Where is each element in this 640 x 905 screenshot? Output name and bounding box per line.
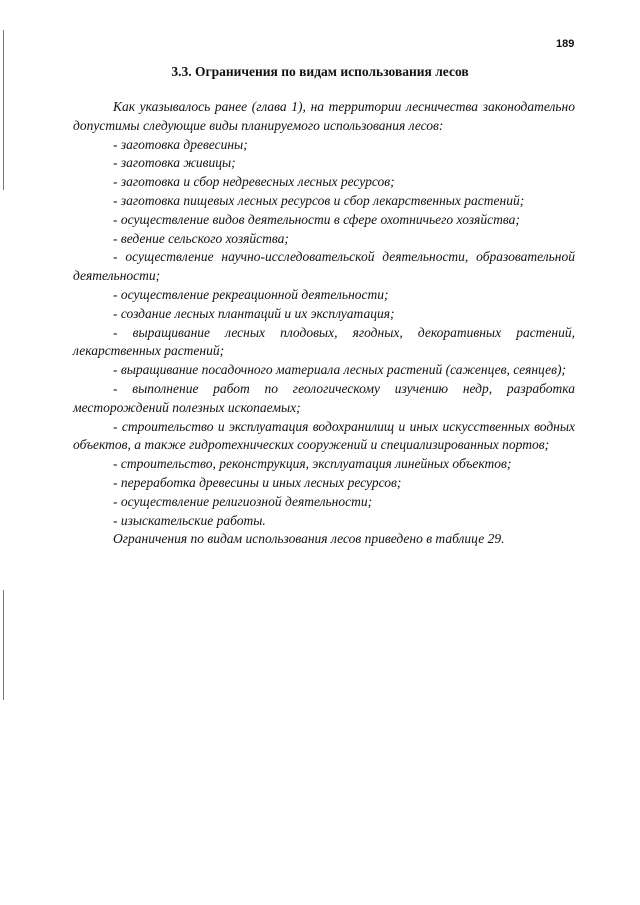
- body-text: [73, 98, 575, 549]
- list-item: - осуществление научно-исследовательской деятельности, образовательной деятельности;: [73, 249, 575, 284]
- list-item: - заготовка пищевых лесных ресурсов и сбор лекарственных растений;: [113, 192, 525, 208]
- list-item: - переработка древесины и иных лесных ресурсов;: [113, 474, 402, 490]
- usage-list: [73, 136, 575, 531]
- list-item: - строительство, реконструкция, эксплуатация линейных объектов;: [113, 456, 512, 472]
- list-item: - строительство и эксплуатация водохранилищ и иных искусственных водных объектов, а также гидротехнических сооружений и специализированных портов;: [73, 418, 575, 453]
- intro-paragraph: Как указывалось ранее (глава 1), на территории лесничества законодательно допустимы следующие виды планируемого использования лесов:: [73, 99, 575, 133]
- scan-margin-mark: [3, 30, 4, 190]
- list-item: - заготовка живицы;: [113, 155, 236, 171]
- list-item: - ведение сельского хозяйства;: [113, 230, 289, 246]
- closing-paragraph: Ограничения по видам использования лесов приведено в таблице 29.: [113, 531, 505, 547]
- list-item: - осуществление религиозной деятельности;: [113, 493, 373, 509]
- list-item: - выполнение работ по геологическому изучению недр, разработка месторождений полезных ископаемых;: [73, 380, 575, 415]
- list-item: - выращивание лесных плодовых, ягодных, декоративных растений, лекарственных растений;: [73, 324, 575, 359]
- page-number: 189: [556, 38, 575, 50]
- list-item: - выращивание посадочного материала лесных растений (саженцев, сеянцев);: [113, 362, 566, 378]
- list-item: - осуществление рекреационной деятельности;: [113, 286, 389, 302]
- list-item: - изыскательские работы.: [113, 512, 266, 528]
- list-item: - заготовка и сбор недревесных лесных ресурсов;: [113, 174, 395, 190]
- list-item: - осуществление видов деятельности в сфере охотничьего хозяйства;: [113, 211, 520, 227]
- list-item: - заготовка древесины;: [113, 136, 248, 152]
- list-item: - создание лесных плантаций и их эксплуатация;: [113, 305, 395, 321]
- section-heading: 3.3. Ограничения по видам использования лесов: [171, 64, 469, 79]
- scan-margin-mark: [3, 590, 4, 700]
